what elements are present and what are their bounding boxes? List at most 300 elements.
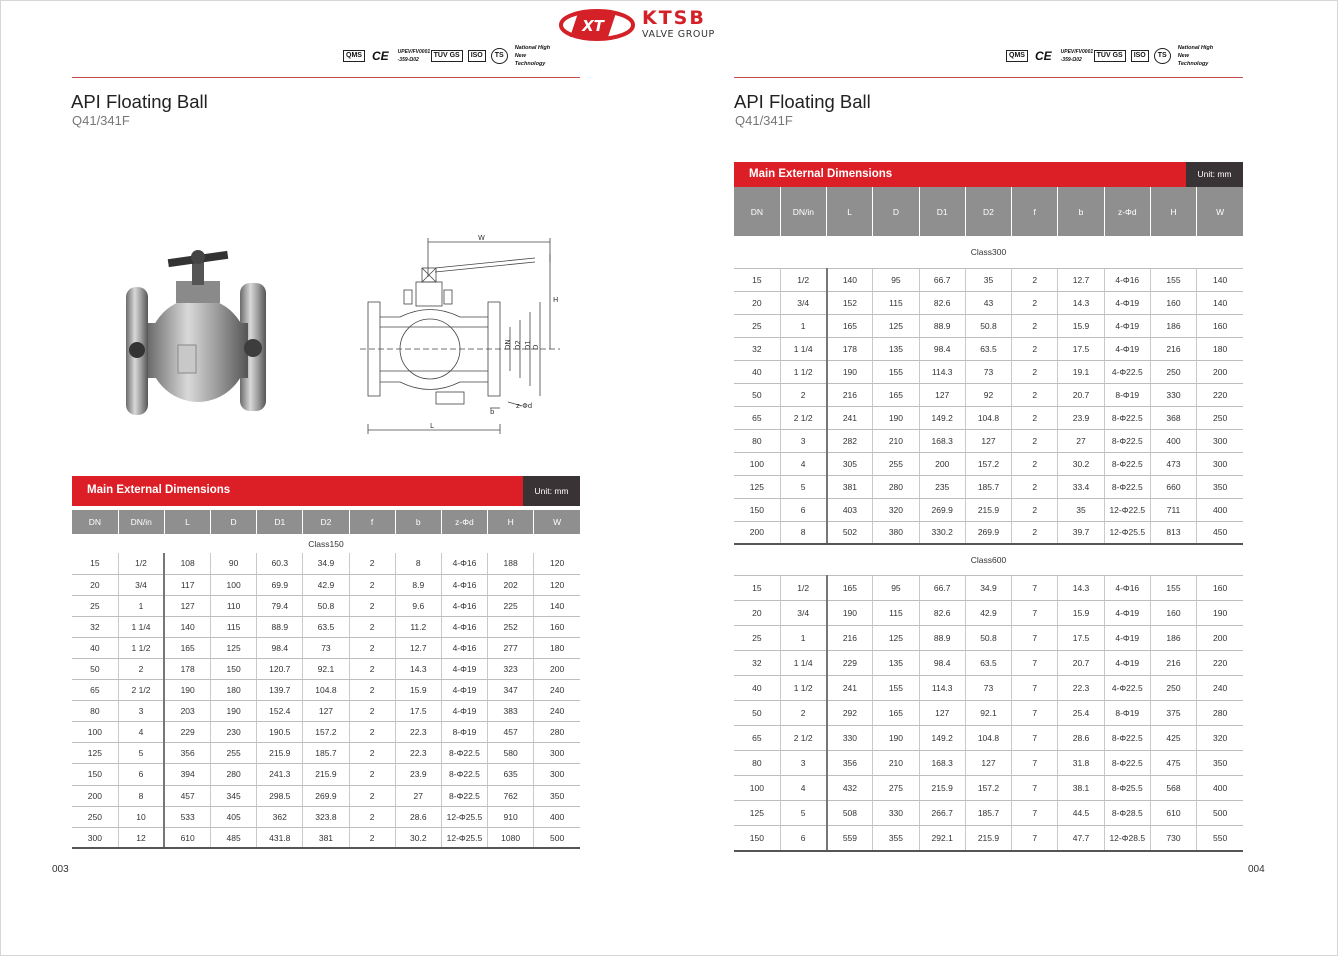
page-title-right: API Floating Ball	[734, 91, 871, 112]
table-cell: 2	[349, 553, 395, 574]
table-row	[734, 360, 1243, 383]
table-cell: 9.6	[395, 595, 441, 616]
table-cell: 50.8	[965, 625, 1011, 650]
table-cell: 580	[488, 743, 534, 764]
table-cell: 7	[1012, 776, 1058, 801]
table-cell: 27	[395, 785, 441, 806]
table-cell: 23.9	[395, 764, 441, 785]
table-cell: 2	[1012, 360, 1058, 383]
table-row	[72, 827, 580, 848]
table-row	[72, 722, 580, 743]
table-cell: 125	[734, 475, 780, 498]
table-cell: 38.1	[1058, 776, 1104, 801]
table-cell: 485	[211, 827, 257, 848]
table-cell: 82.6	[919, 600, 965, 625]
table-cell: 17.5	[1058, 625, 1104, 650]
table-cell: 4-Φ19	[441, 658, 487, 679]
table-cell: 330	[1150, 383, 1196, 406]
table-cell: 280	[211, 764, 257, 785]
table-cell: 250	[1150, 360, 1196, 383]
table-cell: 125	[734, 801, 780, 826]
table-cell: 40	[734, 360, 780, 383]
table-cell: 140	[1197, 291, 1243, 314]
unit-badge: Unit: mm	[523, 476, 580, 506]
table-cell: 425	[1150, 726, 1196, 751]
table-row	[72, 764, 580, 785]
table-cell: 282	[827, 429, 873, 452]
table-row	[734, 268, 1243, 291]
dim-l-label: L	[430, 422, 434, 430]
table-cell: 39.7	[1058, 521, 1104, 544]
table-cell: 431.8	[257, 827, 303, 848]
table-cell: 220	[1197, 383, 1243, 406]
table-row	[734, 314, 1243, 337]
table-cell: 14.3	[1058, 291, 1104, 314]
table-cell: 5	[780, 475, 826, 498]
table-cell: 400	[1150, 429, 1196, 452]
table-cell: 14.3	[1058, 575, 1104, 600]
table-row	[734, 498, 1243, 521]
table-cell: 125	[873, 625, 919, 650]
table-cell: 100	[734, 452, 780, 475]
table-cell: 229	[827, 650, 873, 675]
table-cell: 2	[780, 383, 826, 406]
table-cell: 98.4	[919, 650, 965, 675]
table-cell: 20	[734, 291, 780, 314]
table-row	[734, 751, 1243, 776]
table-cell: 60.3	[257, 553, 303, 574]
table-cell: 300	[534, 764, 580, 785]
table-cell: 15.9	[1058, 600, 1104, 625]
table-cell: 241	[827, 406, 873, 429]
table-cell: 50.8	[965, 314, 1011, 337]
table-cell: 220	[1197, 650, 1243, 675]
table-cell: 43	[965, 291, 1011, 314]
table-cell: 2	[349, 743, 395, 764]
table-cell: 15	[734, 575, 780, 600]
table-cell: 255	[873, 452, 919, 475]
table-cell: 277	[488, 637, 534, 658]
table-cell: 73	[303, 637, 349, 658]
table-cell: 2	[349, 637, 395, 658]
table-cell: 1	[780, 314, 826, 337]
table-cell: 100	[72, 722, 118, 743]
certification-strip-left	[343, 45, 553, 67]
national-high-tech-icon: National High New Technology	[514, 45, 551, 67]
table-cell: 8-Φ22.5	[1104, 751, 1150, 776]
table-cell: 2	[1012, 498, 1058, 521]
valve-photo	[118, 245, 273, 420]
table-cell: 502	[827, 521, 873, 544]
table-cell: 500	[1197, 801, 1243, 826]
table-cell: 150	[734, 826, 780, 851]
model-number-right: Q41/341F	[735, 113, 793, 128]
table-cell: 160	[1197, 314, 1243, 337]
table-cell: 330	[827, 726, 873, 751]
table-cell: 35	[965, 268, 1011, 291]
table-cell: 66.7	[919, 575, 965, 600]
table-cell: 1 1/2	[780, 360, 826, 383]
table-cell: 8-Φ22.5	[441, 785, 487, 806]
table-row	[734, 291, 1243, 314]
column-header: D1	[257, 510, 303, 534]
table-cell: 300	[534, 743, 580, 764]
table-cell: 2	[1012, 521, 1058, 544]
dim-zd-label: z-Φd	[516, 402, 533, 410]
table-cell: 34.9	[303, 553, 349, 574]
table-row	[72, 616, 580, 637]
table-cell: 362	[257, 806, 303, 827]
table-row	[734, 675, 1243, 700]
table-cell: 280	[873, 475, 919, 498]
table-cell: 355	[873, 826, 919, 851]
table-cell: 127	[303, 701, 349, 722]
page-number-left: 003	[52, 864, 69, 875]
table-cell: 155	[1150, 268, 1196, 291]
table-cell: 4-Φ16	[1104, 268, 1150, 291]
table-cell: 8-Φ28.5	[1104, 801, 1150, 826]
table-cell: 31.8	[1058, 751, 1104, 776]
table-cell: 252	[488, 616, 534, 637]
table-cell: 104.8	[303, 680, 349, 701]
table-cell: 95	[873, 268, 919, 291]
column-header: z-Φd	[1104, 187, 1150, 236]
table-cell: 12-Φ28.5	[1104, 826, 1150, 851]
table-cell: 7	[1012, 675, 1058, 700]
table-cell: 8-Φ19	[1104, 383, 1150, 406]
table-cell: 2	[349, 827, 395, 848]
table-cell: 269.9	[965, 521, 1011, 544]
table-cell: 114.3	[919, 360, 965, 383]
table-cell: 32	[72, 616, 118, 637]
table-row	[734, 826, 1243, 851]
table-cell: 266.7	[919, 801, 965, 826]
table-cell: 7	[1012, 801, 1058, 826]
table-cell: 22.3	[395, 743, 441, 764]
table-cell: 2	[349, 574, 395, 595]
model-number-left: Q41/341F	[72, 113, 130, 128]
certification-strip-right	[1006, 45, 1216, 67]
brand-logo	[558, 3, 728, 45]
table-cell: 14.3	[395, 658, 441, 679]
column-header: f	[1012, 187, 1058, 236]
column-header: b	[1058, 187, 1104, 236]
table-cell: 80	[734, 751, 780, 776]
column-header: DN	[734, 187, 780, 236]
table-cell: 230	[211, 722, 257, 743]
table-cell: 20.7	[1058, 383, 1104, 406]
table-cell: 533	[164, 806, 210, 827]
table-row	[734, 801, 1243, 826]
table-cell: 40	[72, 637, 118, 658]
svg-text:XT: XT	[582, 17, 604, 35]
table-cell: 215.9	[965, 826, 1011, 851]
table-cell: 30.2	[1058, 452, 1104, 475]
table-cell: 1/2	[780, 268, 826, 291]
table-cell: 4-Φ16	[441, 553, 487, 574]
table-row	[72, 806, 580, 827]
table-cell: 2	[1012, 475, 1058, 498]
table-cell: 190	[873, 406, 919, 429]
column-header: D	[211, 510, 257, 534]
table-cell: 200	[1197, 625, 1243, 650]
table-cell: 8	[780, 521, 826, 544]
table-cell: 180	[534, 637, 580, 658]
table-cell: 40	[734, 675, 780, 700]
table-cell: 255	[211, 743, 257, 764]
table-cell: 1	[780, 625, 826, 650]
table-cell: 6	[780, 498, 826, 521]
table-cell: 559	[827, 826, 873, 851]
table-cell: 3/4	[780, 600, 826, 625]
table-cell: 202	[488, 574, 534, 595]
table-cell: 160	[1150, 291, 1196, 314]
table-cell: 150	[72, 764, 118, 785]
table-cell: 347	[488, 680, 534, 701]
column-header: D	[873, 187, 919, 236]
table-cell: 240	[534, 680, 580, 701]
table-cell: 2	[780, 700, 826, 725]
table-cell: 50.8	[303, 595, 349, 616]
table-cell: 127	[919, 700, 965, 725]
table-cell: 2	[349, 722, 395, 743]
table-cell: 88.9	[257, 616, 303, 637]
table-cell: 42.9	[965, 600, 1011, 625]
table-cell: 104.8	[965, 406, 1011, 429]
table-cell: 2	[349, 764, 395, 785]
ts-cert-icon: TS	[491, 48, 508, 64]
table-cell: 1/2	[118, 553, 164, 574]
table-cell: 28.6	[395, 806, 441, 827]
column-header: DN/in	[118, 510, 164, 534]
table-cell: 225	[488, 595, 534, 616]
table-row	[734, 429, 1243, 452]
dim-dn-label: DN	[504, 339, 512, 350]
table-cell: 292.1	[919, 826, 965, 851]
table-cell: 135	[873, 650, 919, 675]
table-cell: 235	[919, 475, 965, 498]
table-cell: 7	[1012, 625, 1058, 650]
table-row	[734, 406, 1243, 429]
table-cell: 215.9	[919, 776, 965, 801]
table-cell: 269.9	[303, 785, 349, 806]
table-cell: 356	[827, 751, 873, 776]
column-header: DN/in	[780, 187, 826, 236]
table-cell: 910	[488, 806, 534, 827]
table-cell: 660	[1150, 475, 1196, 498]
table-cell: 92.1	[965, 700, 1011, 725]
table-cell: 2	[349, 701, 395, 722]
table-cell: 6	[118, 764, 164, 785]
table-cell: 475	[1150, 751, 1196, 776]
table-cell: 47.7	[1058, 826, 1104, 851]
table-cell: 66.7	[919, 268, 965, 291]
table-cell: 4-Φ19	[441, 680, 487, 701]
table-row	[734, 337, 1243, 360]
table-cell: 34.9	[965, 575, 1011, 600]
table-cell: 190	[873, 726, 919, 751]
table-cell: 473	[1150, 452, 1196, 475]
table-cell: 12-Φ25.5	[441, 827, 487, 848]
table-cell: 2	[118, 658, 164, 679]
class300-label: Class300	[734, 236, 1243, 268]
table-cell: 114.3	[919, 675, 965, 700]
table-header-row	[734, 187, 1243, 236]
table-cell: 400	[1197, 498, 1243, 521]
table-cell: 323	[488, 658, 534, 679]
table-cell: 350	[534, 785, 580, 806]
table-cell: 240	[534, 701, 580, 722]
table-cell: 2	[1012, 291, 1058, 314]
table-cell: 12-Φ22.5	[1104, 498, 1150, 521]
table-cell: 2	[349, 595, 395, 616]
table-cell: 200	[919, 452, 965, 475]
table-cell: 178	[164, 658, 210, 679]
ce-mark-icon: CE	[1034, 49, 1052, 63]
iso-cert-icon: ISO	[468, 50, 486, 62]
table-cell: 44.5	[1058, 801, 1104, 826]
table-cell: 3/4	[780, 291, 826, 314]
table-cell: 88.9	[919, 314, 965, 337]
table-cell: 165	[873, 700, 919, 725]
dim-h-label: H	[553, 296, 559, 304]
dim-b-label: b	[490, 408, 495, 416]
table-cell: 20	[72, 574, 118, 595]
table-row	[734, 452, 1243, 475]
table-cell: 140	[164, 616, 210, 637]
brand-name: KTSB	[642, 7, 706, 29]
table-cell: 115	[211, 616, 257, 637]
table-cell: 108	[164, 553, 210, 574]
table-cell: 2	[1012, 383, 1058, 406]
table-cell: 2	[349, 680, 395, 701]
table-cell: 4-Φ16	[1104, 575, 1150, 600]
table-caption-bar	[72, 476, 580, 506]
table-cell: 155	[873, 675, 919, 700]
table-row	[734, 700, 1243, 725]
table-cell: 400	[534, 806, 580, 827]
column-header: D2	[965, 187, 1011, 236]
table-cell: 149.2	[919, 406, 965, 429]
table-cell: 25.4	[1058, 700, 1104, 725]
table-cell: 1080	[488, 827, 534, 848]
table-cell: 7	[1012, 751, 1058, 776]
table-caption-bar	[734, 162, 1243, 187]
table-cell: 30.2	[395, 827, 441, 848]
upev-cert-icon: UPEV/FV0001 -359-Ω02	[397, 49, 431, 63]
table-cell: 190	[827, 360, 873, 383]
table-cell: 15	[72, 553, 118, 574]
table-cell: 4-Φ22.5	[1104, 360, 1150, 383]
table-cell: 12	[118, 827, 164, 848]
tuv-gs-icon: TÜV GS	[431, 50, 463, 62]
table-cell: 330	[873, 801, 919, 826]
table-caption: Main External Dimensions	[749, 168, 893, 180]
dim-d1-label: D1	[524, 340, 532, 350]
table-cell: 8	[118, 785, 164, 806]
table-cell: 23.9	[1058, 406, 1104, 429]
table-cell: 320	[873, 498, 919, 521]
table-row	[72, 658, 580, 679]
column-header: L	[164, 510, 210, 534]
table-cell: 2	[349, 658, 395, 679]
table-cell: 7	[1012, 700, 1058, 725]
table-cell: 200	[734, 521, 780, 544]
table-cell: 400	[1197, 776, 1243, 801]
table-cell: 65	[734, 406, 780, 429]
table-row	[72, 785, 580, 806]
table-cell: 2 1/2	[118, 680, 164, 701]
table-row	[72, 680, 580, 701]
table-cell: 25	[72, 595, 118, 616]
table-cell: 730	[1150, 826, 1196, 851]
table-cell: 139.7	[257, 680, 303, 701]
table-cell: 711	[1150, 498, 1196, 521]
table-cell: 350	[1197, 751, 1243, 776]
table-cell: 210	[873, 751, 919, 776]
table-cell: 8-Φ19	[1104, 700, 1150, 725]
table-cell: 2 1/2	[780, 406, 826, 429]
table-cell: 250	[1150, 675, 1196, 700]
table-cell: 320	[1197, 726, 1243, 751]
table-row	[734, 726, 1243, 751]
table-row	[734, 776, 1243, 801]
table-cell: 185.7	[965, 475, 1011, 498]
table-cell: 280	[1197, 700, 1243, 725]
table-cell: 200	[72, 785, 118, 806]
table-cell: 11.2	[395, 616, 441, 637]
table-cell: 160	[1197, 575, 1243, 600]
table-cell: 1 1/2	[118, 637, 164, 658]
table-cell: 79.4	[257, 595, 303, 616]
table-cell: 403	[827, 498, 873, 521]
table-cell: 127	[164, 595, 210, 616]
table-cell: 32	[734, 337, 780, 360]
table-cell: 210	[873, 429, 919, 452]
table-cell: 92	[965, 383, 1011, 406]
table-cell: 381	[303, 827, 349, 848]
table-cell: 4-Φ19	[1104, 625, 1150, 650]
valve-technical-drawing	[360, 232, 560, 437]
column-header: L	[827, 187, 873, 236]
table-cell: 330.2	[919, 521, 965, 544]
page-title-left: API Floating Ball	[71, 91, 208, 112]
column-header: H	[1150, 187, 1196, 236]
table-cell: 1/2	[780, 575, 826, 600]
table-cell: 155	[1150, 575, 1196, 600]
table-cell: 2 1/2	[780, 726, 826, 751]
table-cell: 90	[211, 553, 257, 574]
table-cell: 63.5	[965, 337, 1011, 360]
table-cell: 73	[965, 360, 1011, 383]
table-cell: 63.5	[303, 616, 349, 637]
table-cell: 4-Φ16	[441, 616, 487, 637]
dimensions-table-class150	[72, 476, 580, 849]
table-cell: 240	[1197, 675, 1243, 700]
table-cell: 20	[734, 600, 780, 625]
table-cell: 28.6	[1058, 726, 1104, 751]
upev-cert-icon: UPEV/FV0001 -359-Ω02	[1060, 49, 1094, 63]
class-label: Class150	[308, 538, 344, 549]
column-header: W	[1197, 187, 1243, 236]
table-cell: 8	[395, 553, 441, 574]
table-cell: 300	[72, 827, 118, 848]
table-cell: 125	[211, 637, 257, 658]
table-cell: 550	[1197, 826, 1243, 851]
table-cell: 457	[488, 722, 534, 743]
table-cell: 117	[164, 574, 210, 595]
table-cell: 2	[1012, 429, 1058, 452]
